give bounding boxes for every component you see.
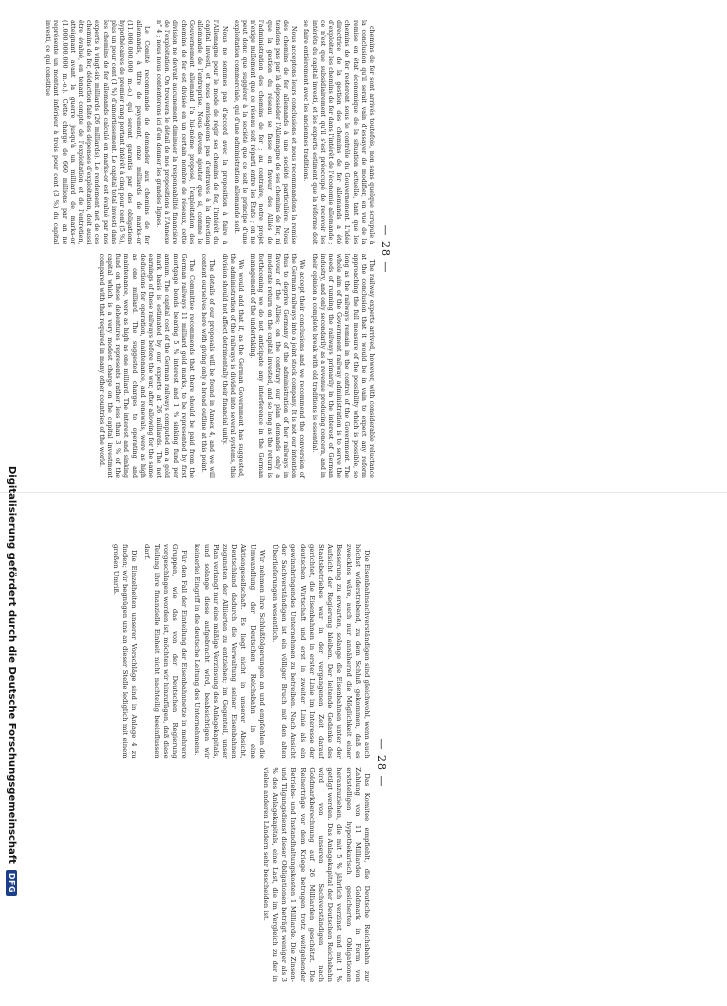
- upper-page: [44, 14, 392, 484]
- upper-page-columns: [39, 20, 375, 478]
- lower-page-columns: [107, 544, 371, 982]
- dfg-logo: DFG: [7, 870, 18, 896]
- upper-page-number: — 28 —: [379, 224, 392, 274]
- upper-french-paragraph: Nous acceptons leurs conclusions et nous recommandons la remise des chemins de fer allemands à une société particulière. Nous tendons pas par là dépossèder l'Allemagne de ses chemins de fer, ni que la gestion du réseau se fasse en faveur des Alliés de l'administration des chemins de fer ; au contraire, notre projet n'exige nullement que ce réseau soit réparti entre les États ; on ne peut donc que suggérer à la société que ce soit le principe d'une exploitation commerciale, qui d'une administration allemande soit.: [232, 20, 298, 245]
- lower-german-paragraph: Für den Fall der Einteilung der Eisenbahnnetze in mehrere Gruppen, wie das von der Deutschen Regierung vorgeschlagen worden ist, möchten wir hinzufügen, daß diese Teilung ihre finanzielle Einheit nicht nachteilig beeinflussen darf.: [143, 544, 189, 759]
- lower-german-right-column: [107, 767, 371, 982]
- dfg-credit-text: Digitalisierung gefördert durch die Deutsche Forschungsgemeinschaft: [6, 466, 18, 864]
- upper-french-paragraph: Nous ne sommes pas d'accord avec la proposition à faire à l'Allemagne pour le mode de régir ses chemins de fer, l'intérêt du capital investi, et nous envisageons pas d'entraves à la direction allemande de l'entreprise. Nous devons ajouter que si, comme le Gouvernement allemand l'a lui-même proposé, l'exploitation des chemins de fer est divisée en un certain nombre de réseaux, cette division ne devrait aucunement diminuer la responsabilité financière de l'exploitation. On trouvera le détail de nos propositions à l'Annexe n° 4 ; nous nous contenterons ici d'en donner les grandes lignes.: [154, 20, 228, 245]
- lower-german-paragraph: Die Eisenbahnsachverständigen sind gleichwohl, wenn auch höchst widerstrebend, zu dem Schluß gekommen, daß es zwecklos wäre, auch nur annähernd die Möglichkeit einer Besserung zu erwarten, solange die Eisenbahnen unter der Aufsicht der Regierung bleiben. Der leitende Gedanke des Staatsbetriebes war in der vergangenen Zeit darauf gerichtet, die Eisenbahnen in erster Linie im Interesse der deutschen Wirtschaft und erst in zweiter Linie als ein gewinnbringendes Unternehmen zu betreiben. Nach Ansicht der Sachverständigen ist ein völliger Bruch mit den alten Überlieferungen wesentlich.: [270, 544, 371, 759]
- upper-english-column: [39, 254, 375, 478]
- upper-english-paragraph: The details of our proposals will be found in Annex 4, and we will content ourselves here with giving only a broad outline at this point.: [200, 253, 216, 478]
- lower-page-number: — 28 —: [375, 738, 388, 788]
- upper-french-paragraph: chemins de fer sont arrivés toutefois, non sans quelque scrupule à la conclusion qu'il serait vain d'essayer de modifier, en vue de la remise en état économique de la situation actuelle, tant que les chemins de fer resteront sous le contrôle du Gouvernement. L'idée directrice de la gestion des chemins de fer allemands a été d'exploiter les chemins de fer dans l'intérêt de l'économie allemande ; ce n'est que subsidiairement qu'il s'est préoccupé de recevoir les intérêts du capital investi, et les experts estiment que la réforme doit se faire entièrement avec les anciennes traditions.: [302, 20, 375, 245]
- upper-french-paragraph: Le Comité recommande de demander aux chemins de fer allemands, à titre de payement, onze milliards de marks-or (11.000.000.000 m.-o.) qui seront garantis par des obligations hypothécaires de premier rang portant intérêt à cinq pour cent (5 %), plus un pour cent (1 %) d'amortissement. Le capital total investi dans les chemins de fer allemands calculé en marks-or est évalué par nos experts à vingt-six milliards (26 milliards). Le rendement net de ces chemins de fer, déduction faite des dépenses d'exploitation, doit aussi être évalué, en tenant compte de l'exploitation et de l'entretien, atteignant avant la guerre jusqu'à un milliard de marks-or (1.000.000.000 m.-o.). Cette charge de 660 millions par an ne représente un montant inférieur à trois pour cent (3 %) du capital investi, ce qui constitue: [44, 20, 150, 245]
- upper-english-paragraph: The Committee recommends that there should be paid from the German railways 11 milliard gold marks, to be represented by first mortgage bonds bearing 5 % interest and 1 % sinking fund per annum. The capital cost of the German railways computed on a gold mark basis is estimated by our experts at 26 milliards. The net earnings of these railways before the war, after allowing for the same deductions for operation, maintenance, and renewals, were as high as one milliard. The suggested charges to operating and maintenance, were as high as one milliard. The interest and sinking fund on these debentures represents rather less than 3 % of the capital which is a very modest charge on the capital investment compared with that required in many other countries of the world.: [97, 253, 195, 478]
- dfg-credit-strip: [6, 466, 18, 1006]
- lower-german-left-column: [107, 544, 371, 759]
- lower-german-paragraph: Die Einzelheiten unserer Vorschläge sind in Anlage 4 zu finden; wir begnügen uns an dieser Stelle lediglich mit einem großen Umriß.: [111, 544, 139, 759]
- lower-page: [88, 538, 388, 988]
- lower-german-paragraph: Wir nehmen ihre Schlußfolgerungen an und empfehlen die Umwandlung der Deutschen Reichsbahn in eine Aktiengesellschaft. Es liegt nicht in unserer Absicht, Deutschland dadurch die Verwaltung seiner Eisenbahnen zugunsten der Alliierten zu entziehen; im Gegenteil, unser Plan verlangt nur eine mäßige Verzinsung des Anlagekapitals, und solange diese aufgebracht wird, beabsichtigen wir keinerlei Eingriff in die deutsche Leitung des Unternehmens.: [193, 544, 266, 759]
- lower-german-paragraph: Das Komitee empfiehlt, die Deutsche Reichsbahn zur Zahlung von 11 Milliarden Goldmark in Form von erststelligen hypothekarisch gesicherten Obligationen heranzuziehen, die mit 5 % jährlich verzinst und mit 1 % getilgt werden. Das Anlagekapital der Deutschen Reichsbahn wird von unseren Sachverständigen nach Goldmarkberechnung auf 26 Milliarden geschätzt. Die Reinerträge vor dem Kriege betrugen trotz weitgehender Betriebs- und Instandhaltungskosten 1 Milliarde. Die Zinsen- und Tilgungsdienst dieser Obligationen beträgt weniger als 3 % des Anlagekapitals, eine Last, die im Vergleich zu der in vielen anderen Ländern sehr bescheiden ist.: [261, 767, 371, 982]
- upper-english-paragraph: We accept their conclusions and we recommend the conversion of the German railways into a joint stock company. It is not our intention thus to deprive Germany of the administration of her railways in favour of the Allies; on the contrary our plan demands only a moderate return on the capital invested, and so long as the return is forthcoming we do not anticipate any interference in the German management of the undertaking.: [249, 253, 306, 478]
- upper-english-paragraph: The railway experts arrived, however, with considerable reluctance at the conclusion that it would be in vain to expect any reform approaching the full measure of the possibility which is possible, so long as the railways remain in the control of the Government. The whole aim of the Government railway administration is to serve the needs of running the railways primarily in the interest of German industry, and only secondarily as a revenue producing concern, and in their opinion a complete break with old traditions is essential.: [310, 253, 375, 478]
- scan-divider: [0, 492, 727, 493]
- upper-english-paragraph: We would add that if, as the German Government has suggested, the administration of the railways is divided into several systems, this division should not affect detrimentally their financial unity.: [220, 253, 244, 478]
- upper-french-column: [39, 20, 375, 244]
